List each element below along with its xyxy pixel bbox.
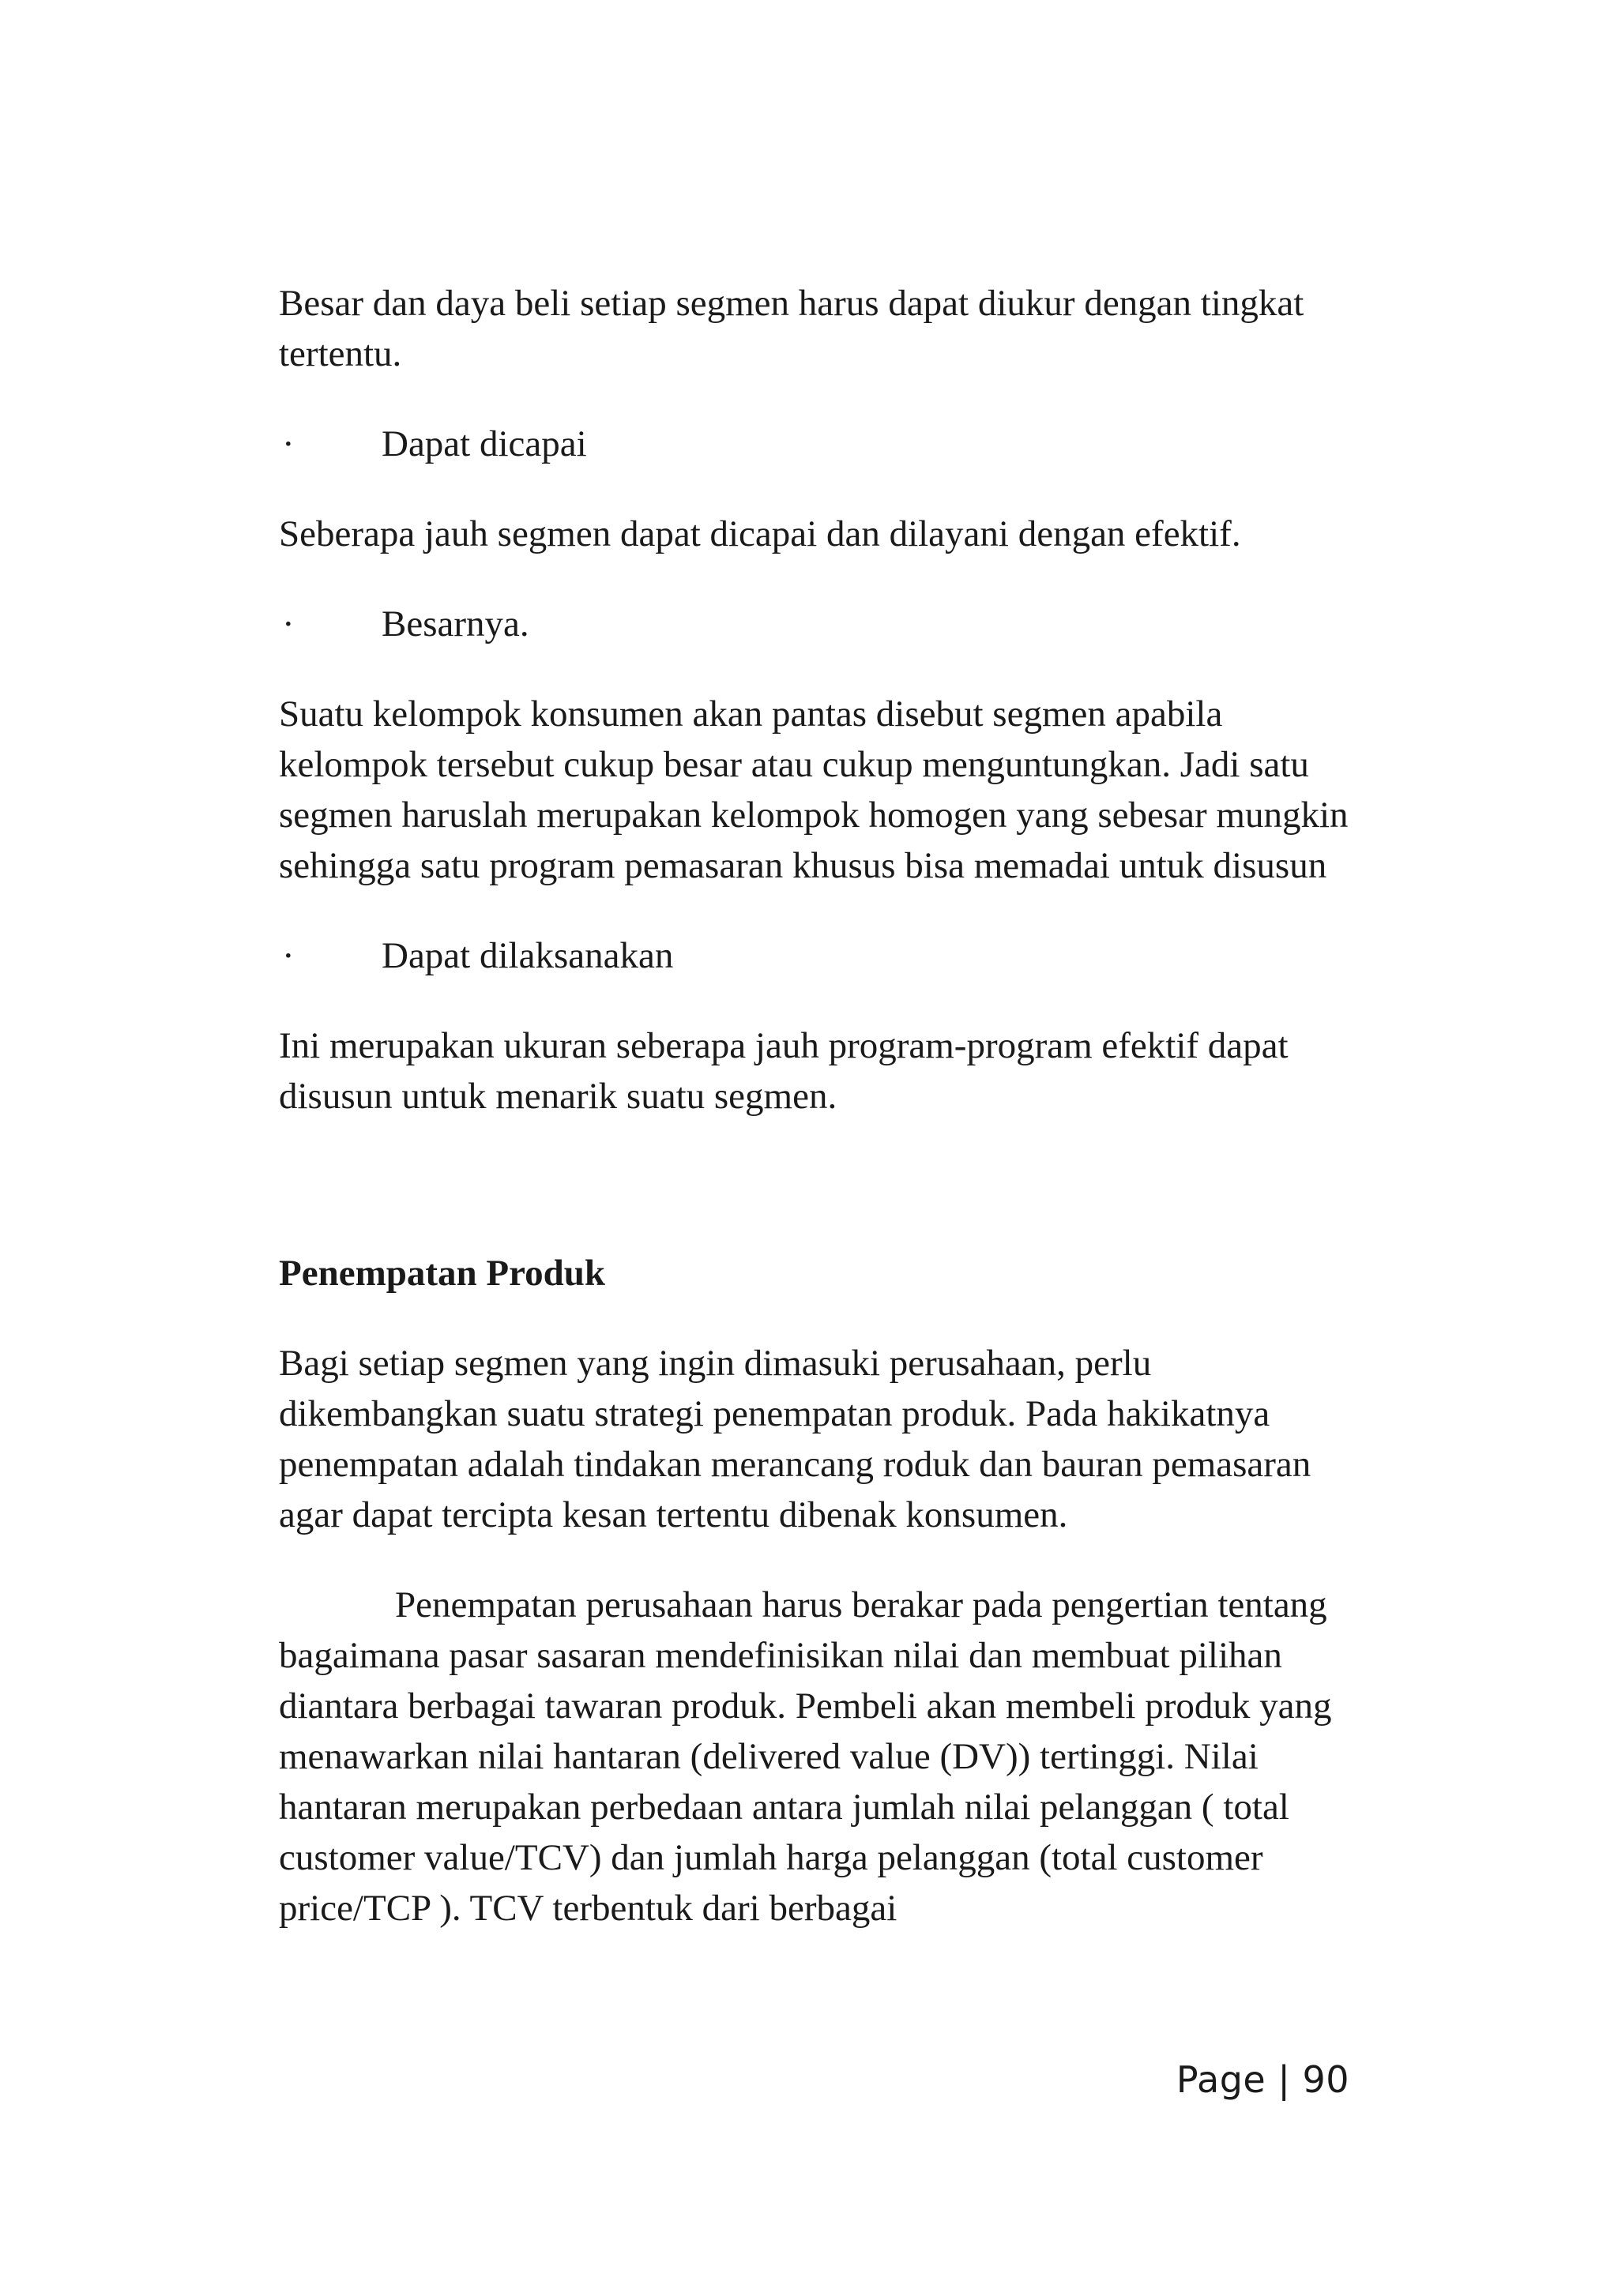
bullet-dot: · <box>282 423 295 464</box>
paragraph-strategi-penempatan: Bagi setiap segmen yang ingin dimasuki perusahaan, perlu dikembangkan suatu strategi penempatan produk. Pada hakikatnya penempatan adalah tindakan merancang roduk dan bauran pemasaran agar dapat tercipta kesan tertentu dibenak konsumen. <box>279 1343 1311 1535</box>
bullet-dot: · <box>282 603 295 644</box>
bullet-dapat-dicapai <box>279 419 1353 469</box>
paragraph-daya-beli: Besar dan daya beli setiap segmen harus dapat diukur dengan tingkat tertentu. <box>279 283 1304 374</box>
page-content <box>279 278 1353 1933</box>
paragraph-nilai-hantaran: Penempatan perusahaan harus berakar pada pengertian tentang bagaimana pasar sasaran mendefinisikan nilai dan membuat pilihan diantara berbagai tawaran produk. Pembeli akan membeli produk yang menawarkan nilai hantaran (delivered value (DV)) tertinggi. Nilai hantaran merupakan perbedaan antara jumlah nilai pelanggan ( total customer value/TCV) dan jumlah harga pelanggan (total customer price/TCP ). TCV terbentuk dari berbagai <box>279 1584 1332 1929</box>
page-number: Page | 90 <box>1176 2058 1349 2101</box>
bullet-label: Dapat dicapai <box>382 423 587 464</box>
bullet-dapat-dilaksanakan <box>279 930 1353 981</box>
paragraph-kelompok-konsumen: Suatu kelompok konsumen akan pantas disebut segmen apabila kelompok tersebut cukup besar atau cukup menguntungkan. Jadi satu segmen haruslah merupakan kelompok homogen yang sebesar mungkin sehingga satu program pemasaran khusus bisa memadai untuk disusun <box>279 693 1349 886</box>
bullet-besarnya <box>279 599 1353 649</box>
bullet-dot: · <box>282 935 295 976</box>
paragraph-ukuran-program: Ini merupakan ukuran seberapa jauh program-program efektif dapat disusun untuk menarik suatu segmen. <box>279 1025 1289 1117</box>
paragraph-dicapai: Seberapa jauh segmen dapat dicapai dan dilayani dengan efektif. <box>279 513 1241 554</box>
section-heading: Penempatan Produk <box>279 1253 606 1294</box>
bullet-label: Dapat dilaksanakan <box>382 935 674 976</box>
bullet-label: Besarnya. <box>382 603 529 644</box>
